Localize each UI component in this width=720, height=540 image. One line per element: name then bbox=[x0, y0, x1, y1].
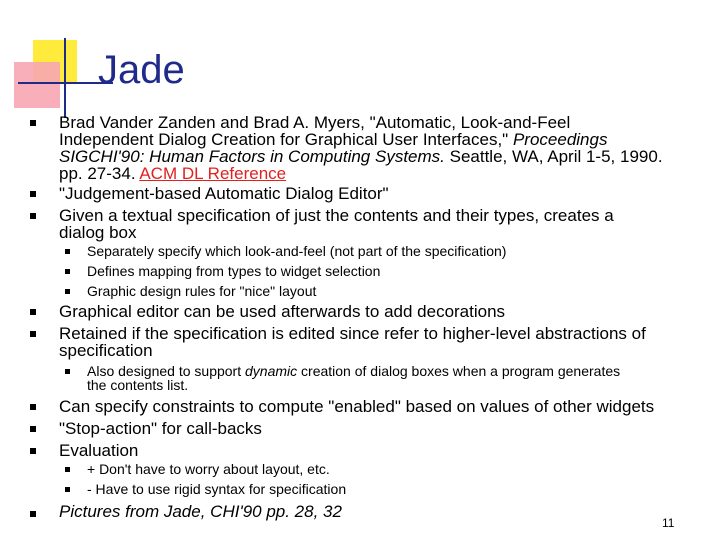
stop-action-item: "Stop-action" for call-backs bbox=[59, 419, 262, 438]
decor-pink-square bbox=[14, 62, 60, 108]
retained-line-1: Retained if the specification is edited since refer to higher-level abstractions of bbox=[59, 324, 646, 343]
sub-item-look-and-feel: Separately specify which look-and-feel (not part of the specification) bbox=[87, 243, 507, 259]
pictures-item: Pictures from Jade, CHI'90 pp. 28, 32 bbox=[59, 502, 342, 521]
bullet-square bbox=[30, 120, 36, 126]
bullet-square bbox=[30, 331, 36, 337]
evaluation-minus: - Have to use rigid syntax for specification bbox=[87, 481, 347, 497]
sub-bullet-square bbox=[65, 249, 70, 254]
evaluation-plus: + Don't have to worry about layout, etc. bbox=[87, 461, 330, 477]
reference-proceedings: Proceedings bbox=[512, 130, 608, 149]
given-line-1: Given a textual specification of just the contents and their types, creates a bbox=[59, 206, 614, 225]
constraints-item: Can specify constraints to compute "enabled" based on values of other widgets bbox=[59, 397, 655, 416]
also-designed-text: Also designed to support bbox=[87, 363, 245, 379]
graphical-editor-item: Graphical editor can be used afterwards to add decorations bbox=[59, 302, 506, 321]
sub-item-design-rules: Graphic design rules for "nice" layout bbox=[87, 283, 317, 299]
page-number: 11 bbox=[662, 516, 675, 530]
bullet-square bbox=[30, 309, 36, 315]
reference-location: Seattle, WA, April 1-5, 1990. bbox=[444, 147, 663, 166]
given-line-2: dialog box bbox=[59, 223, 137, 242]
sub-bullet-square bbox=[65, 369, 70, 374]
bullet-square bbox=[30, 404, 36, 410]
acm-dl-reference-link[interactable]: ACM DL Reference bbox=[139, 164, 287, 183]
reference-venue: SIGCHI'90: Human Factors in Computing Systems. bbox=[59, 147, 445, 166]
reference-line-1: Brad Vander Zanden and Brad A. Myers, "Automatic, Look-and-Feel bbox=[59, 113, 571, 132]
bullet-square bbox=[30, 213, 36, 219]
reference-pages: pp. 27-34. bbox=[59, 164, 140, 183]
also-designed-rest: creation of dialog boxes when a program generates bbox=[297, 363, 621, 379]
sub-bullet-square bbox=[65, 269, 70, 274]
also-designed-dynamic: dynamic bbox=[245, 363, 298, 379]
bullet-square bbox=[30, 511, 36, 517]
reference-text: Independent Dialog Creation for Graphical User Interfaces," bbox=[59, 130, 513, 149]
bullet-square bbox=[30, 191, 36, 197]
retained-line-2: specification bbox=[59, 341, 153, 360]
decor-vertical-line bbox=[64, 38, 66, 118]
reference-line-3 bbox=[59, 148, 663, 165]
sub-bullet-square bbox=[65, 487, 70, 492]
evaluation-item: Evaluation bbox=[59, 441, 139, 460]
judgement-item: "Judgement-based Automatic Dialog Editor" bbox=[59, 184, 389, 203]
also-designed-line-2: the contents list. bbox=[87, 377, 189, 393]
sub-bullet-square bbox=[65, 289, 70, 294]
bullet-square bbox=[30, 448, 36, 454]
reference-line-2 bbox=[59, 131, 607, 148]
slide-title: Jade bbox=[98, 48, 185, 92]
sub-item-mapping: Defines mapping from types to widget selection bbox=[87, 263, 381, 279]
reference-line-4 bbox=[59, 165, 286, 182]
bullet-square bbox=[30, 426, 36, 432]
sub-bullet-square bbox=[65, 467, 70, 472]
